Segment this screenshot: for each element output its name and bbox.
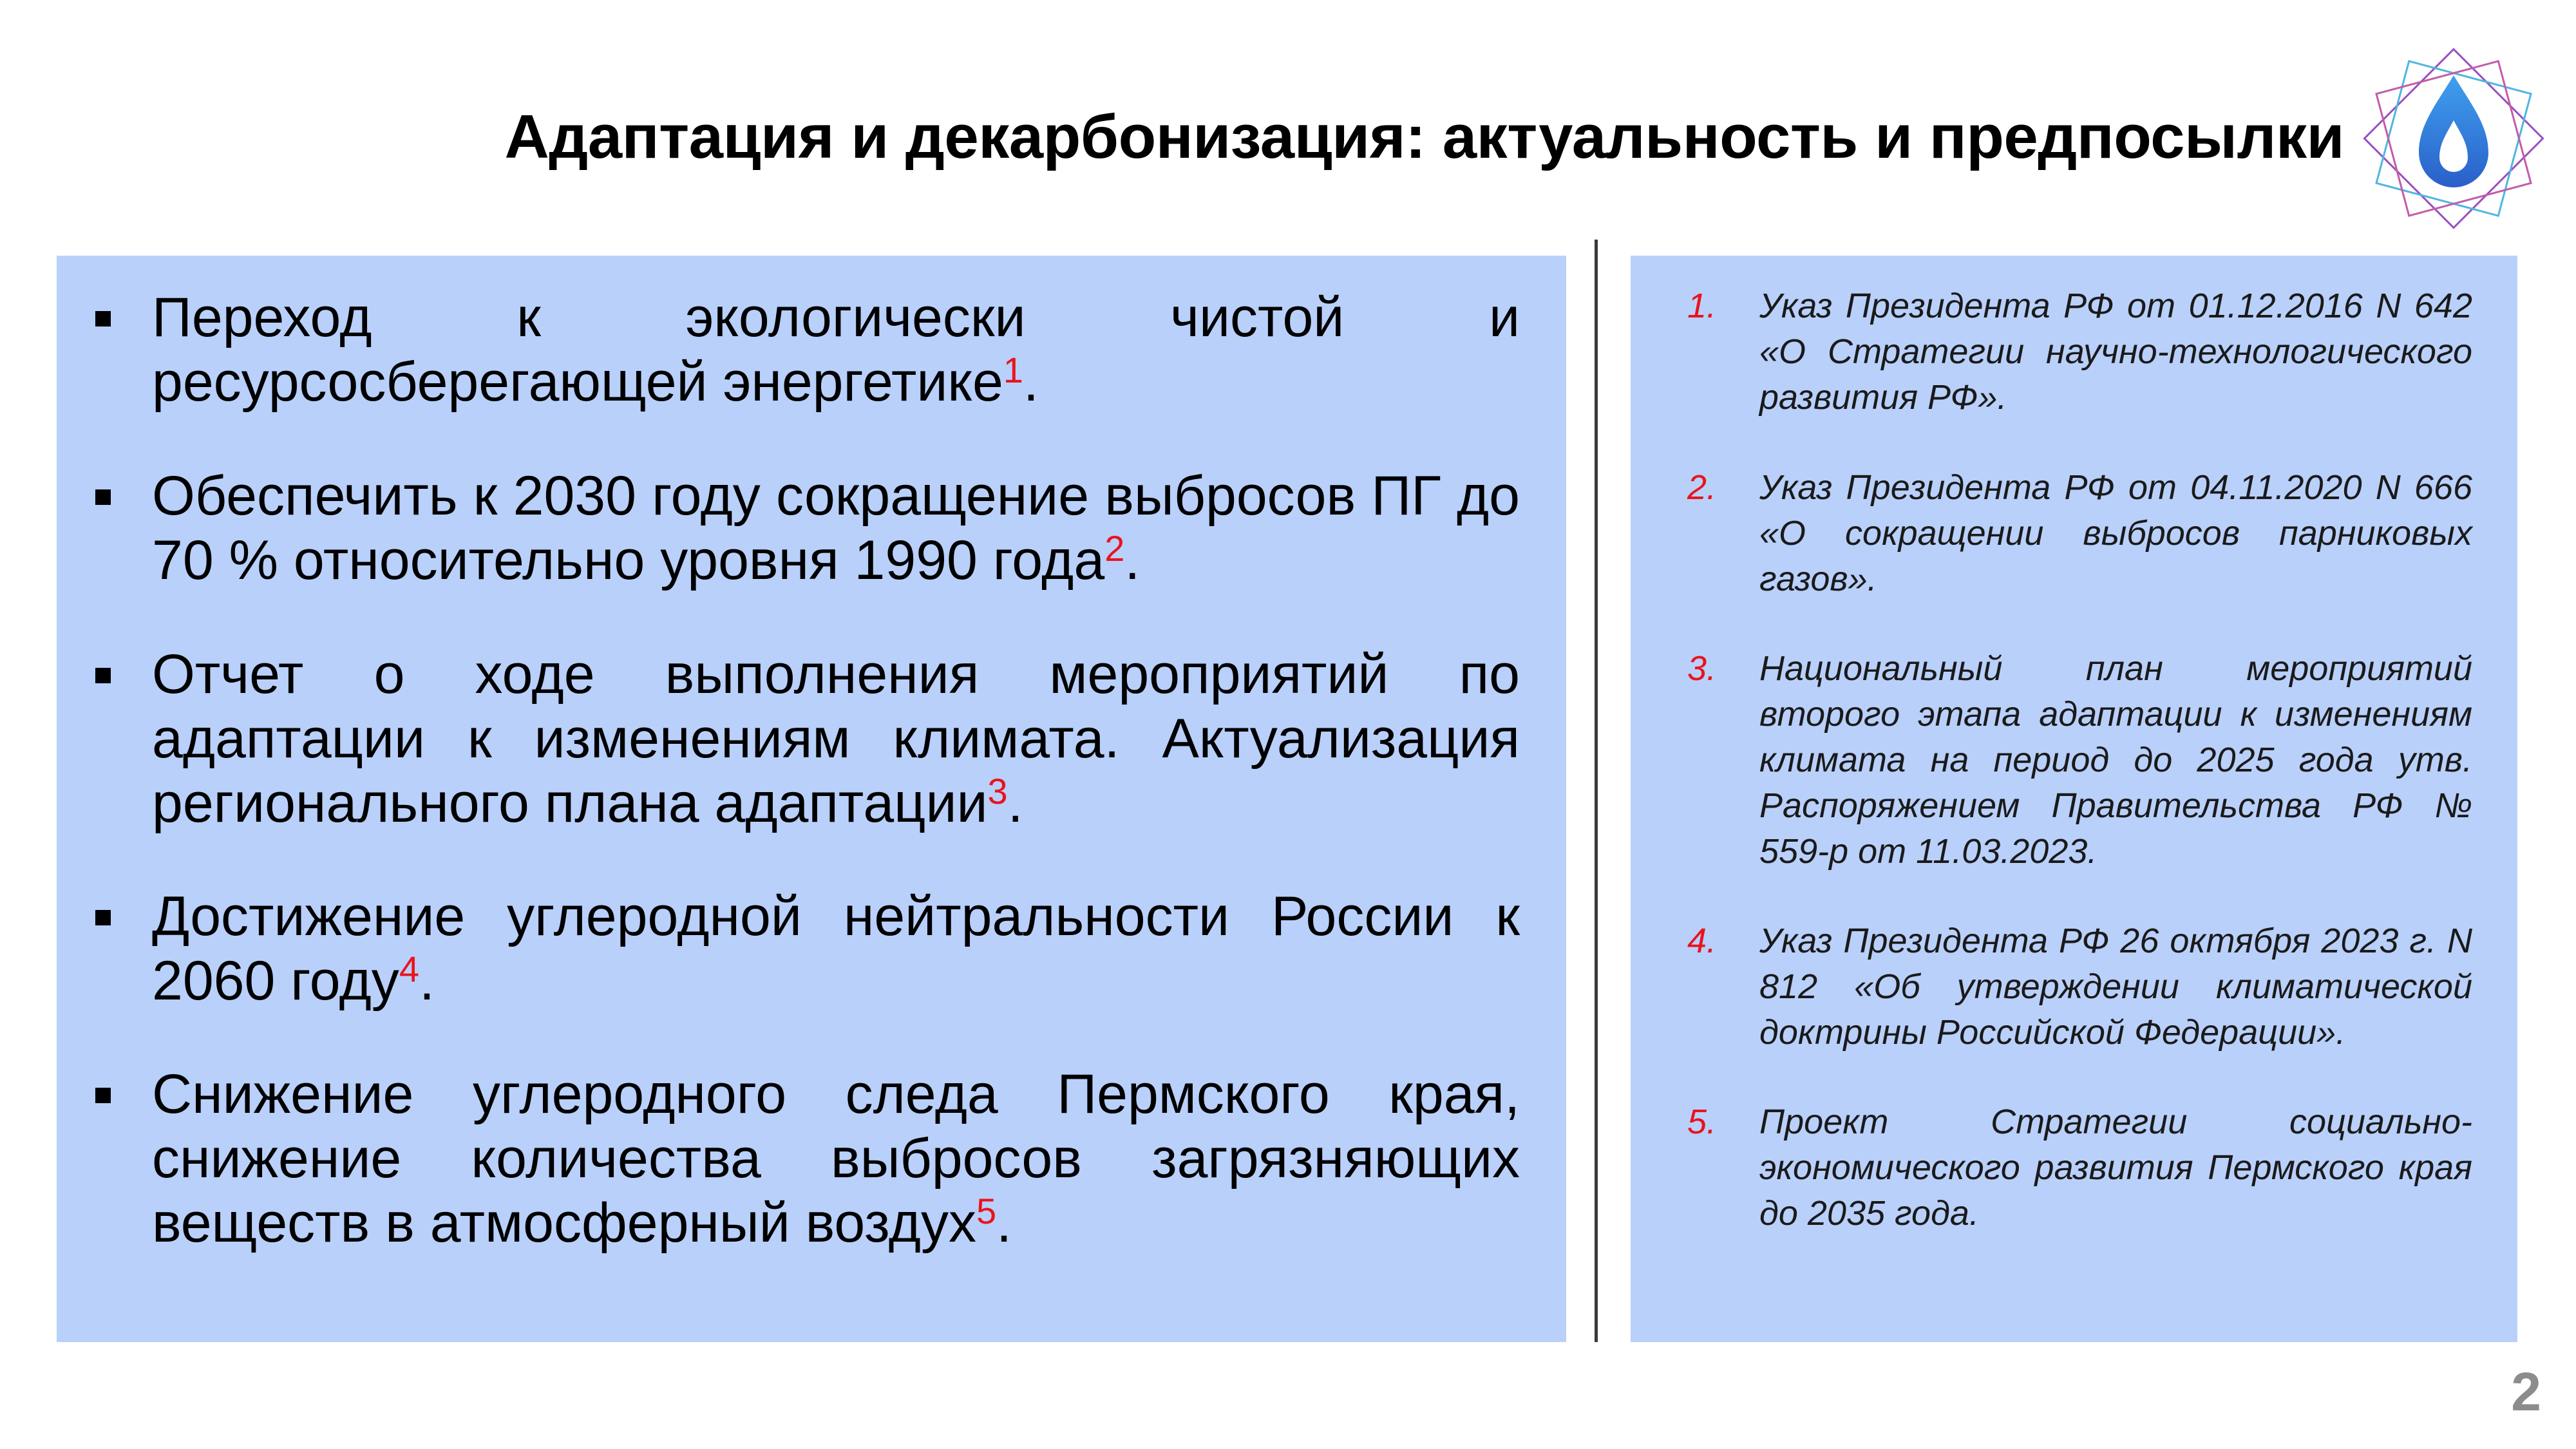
bullet-square-icon xyxy=(95,1088,111,1103)
goal-text: Переход к экологически чистой и ресурсосберегающей энергетике$^1$. xyxy=(152,287,1520,413)
footnote-ref: 2 xyxy=(1104,528,1125,569)
bullet-square-icon xyxy=(95,668,111,683)
source-number: 1. xyxy=(1687,287,1717,325)
goal-text: Отчет о ходе выполнения мероприятий по адаптации к изменениям климата. Актуализация регионального плана адаптации$^3$. xyxy=(152,643,1520,834)
source-number: 2. xyxy=(1687,468,1717,507)
footnote-ref: 1 xyxy=(1003,350,1023,390)
bullet-square-icon xyxy=(95,910,111,925)
bullet-square-icon xyxy=(95,489,111,505)
source-number: 3. xyxy=(1687,649,1717,688)
sources-panel xyxy=(1631,256,2517,1342)
bullet-square-icon xyxy=(95,311,111,327)
company-logo xyxy=(2351,35,2557,242)
footnote-ref: 5 xyxy=(976,1191,997,1231)
goal-text: Обеспечить к 2030 году сокращение выбросов ПГ до 70 % относительно уровня 1990 года$^2$. xyxy=(152,465,1520,591)
footnote-ref: 3 xyxy=(987,771,1008,811)
source-text: Национальный план мероприятий второго этапа адаптации к изменениям климата на период до 2025 года утв. Распоряжением Правительства РФ № 559-р от 11.03.2023. xyxy=(1759,649,2472,871)
goal-text: Достижение углеродной нейтральности России к 2060 году$^4$. xyxy=(152,886,1520,1012)
source-text: Проект Стратегии социально-экономического развития Пермского края до 2035 года. xyxy=(1759,1103,2472,1233)
source-number: 5. xyxy=(1687,1103,1717,1141)
goal-text: Снижение углеродного следа Пермского края, снижение количества выбросов загрязняющих веществ в атмосферный воздух$^5$. xyxy=(152,1063,1520,1254)
source-text: Указ Президента РФ 26 октября 2023 г. N 812 «Об утверждении климатической доктрины Российской Федерации». xyxy=(1759,922,2472,1052)
source-text: Указ Президента РФ от 01.12.2016 N 642 «О Стратегии научно-технологического развития РФ». xyxy=(1759,287,2472,417)
page-number: 2 xyxy=(2511,1361,2541,1422)
page-title: Адаптация и декарбонизация: актуальность и предпосылки xyxy=(504,102,2344,171)
source-number: 4. xyxy=(1687,922,1717,960)
footnote-ref: 4 xyxy=(399,949,419,989)
vertical-divider xyxy=(1595,240,1598,1342)
goals-panel xyxy=(57,256,1566,1342)
source-text: Указ Президента РФ от 04.11.2020 N 666 «О сокращении выбросов парниковых газов». xyxy=(1759,468,2472,598)
